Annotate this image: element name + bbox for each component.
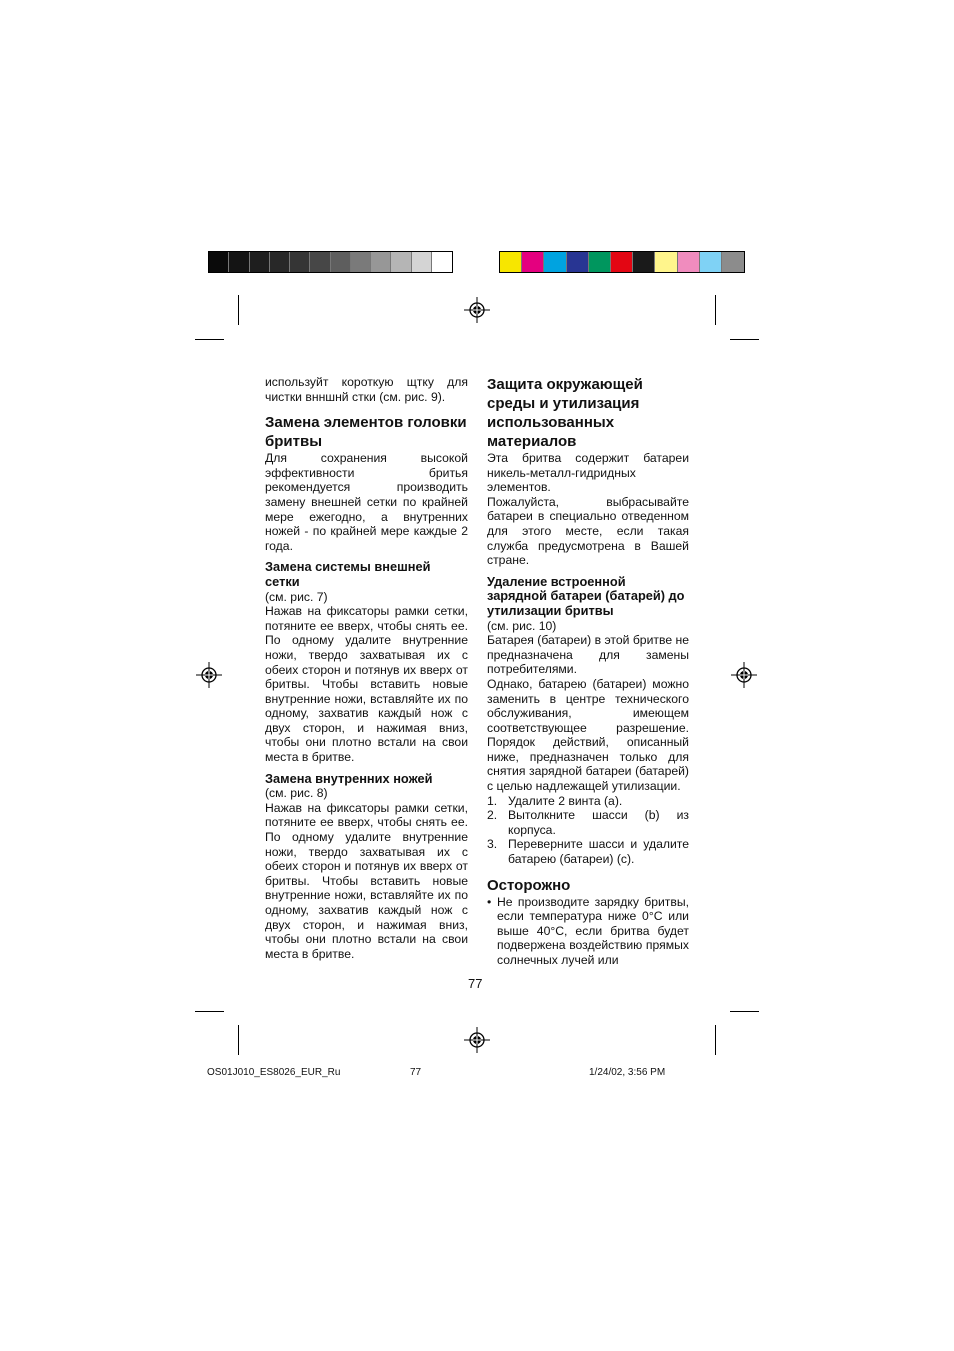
section-heading-environment: Защита окружающей среды и утилизация использованных материалов [487, 376, 643, 450]
list-item: 2. Вытолкните шасси (b) из корпуса. [487, 808, 689, 837]
registration-mark-icon [731, 662, 757, 688]
color-swatch [522, 252, 544, 272]
registration-mark-icon [464, 297, 490, 323]
color-swatch [544, 252, 566, 272]
gray-calibration-strip [208, 251, 453, 273]
color-swatch [209, 252, 229, 272]
removal-steps-list [487, 794, 689, 867]
subheading-inner-blades: Замена внутренних ножей [265, 770, 433, 786]
list-item: 3. Переверните шасси и удалите батарею (батареи) (c). [487, 837, 689, 867]
color-swatch [310, 252, 330, 272]
color-swatch [567, 252, 589, 272]
color-calibration-strip [499, 251, 745, 273]
caution-list [487, 895, 689, 968]
paragraph-disposal: Пожалуйста, выбрасывайте батареи в специально отведенном для этого месте, если такая служба предусмотрена в Вашей стране. [487, 494, 689, 568]
intro-paragraph: используйт короткую щтку для чистки внншнй стки (см. рис. 9). [265, 375, 468, 404]
section-heading-head-replacement: Замена элементов головки бритвы [265, 414, 467, 451]
color-swatch [371, 252, 391, 272]
color-swatch [678, 252, 700, 272]
paragraph-batteries: Эта бритва содержит батареи никель-металл-гидридных элементов. [487, 451, 689, 495]
crop-mark [730, 1011, 759, 1012]
color-swatch [589, 252, 611, 272]
color-swatch [229, 252, 249, 272]
list-item: • Не производите зарядку бритвы, если температура ниже 0°C или выше 40°C, если бритва будет подвержена воздействию прямых солнечных лучей или [487, 894, 689, 967]
color-swatch [700, 252, 722, 272]
crop-mark [730, 339, 759, 340]
color-swatch [633, 252, 655, 272]
right-column [487, 375, 689, 968]
footer-file-name: OS01J010_ES8026_EUR_Ru [207, 1067, 341, 1078]
page-number: 77 [468, 976, 483, 991]
crop-mark [195, 339, 224, 340]
footer-date: 1/24/02, 3:56 PM [589, 1067, 666, 1078]
registration-mark-icon [196, 662, 222, 688]
color-swatch [611, 252, 633, 272]
color-swatch [351, 252, 371, 272]
paragraph-service-center: Однако, батарею (батареи) можно заменить в центре технического обслуживания, имеющем соответствующее разрешение. Порядок действий, описанный ниже, предназначен только для снятия зарядной батареи (батарей) с целью надлежащей утилизации. [487, 676, 689, 794]
paragraph-outer-foil: Нажав на фиксаторы рамки сетки, потяните ее вверх, чтобы снять ее. По одному удалите внутренние ножи, твердо захватывая их с обеих сторон и потянув их вверх от бритвы. Чтобы вставить новые внутренние ножи, вставляйте их по одному, захватив каждый нож с двух сторон, и нажимая вниз, чтобы они плотно встали на свои места в бритве. [265, 604, 468, 765]
color-swatch [290, 252, 310, 272]
section-heading-caution: Осторожно [487, 876, 571, 894]
color-swatch [655, 252, 677, 272]
paragraph-not-replaceable: Батарея (батареи) в этой бритве не предназначена для замены потребителями. [487, 633, 689, 677]
color-swatch [412, 252, 432, 272]
list-item: 1. Удалите 2 винта (a). [487, 793, 623, 808]
color-swatch [432, 252, 452, 272]
crop-mark [715, 1025, 716, 1055]
figure-reference: (см. рис. 8) [265, 786, 328, 801]
subheading-battery-removal: Удаление встроенной зарядной батареи (батарей) до утилизации бритвы [487, 573, 685, 618]
footer-page: 77 [410, 1067, 422, 1078]
crop-mark [715, 295, 716, 325]
color-swatch [500, 252, 522, 272]
crop-mark [238, 295, 239, 325]
paragraph-inner-blades: Нажав на фиксаторы рамки сетки, потяните ее вверх, чтобы снять ее. По одному удалите внутренние ножи, твердо захватывая их с обеих сторон и потянув их вверх от бритвы. Чтобы вставить новые внутренние ножи, вставляйте их по одному, захватив каждый нож с двух сторон, и нажимая вниз, чтобы они плотно встали на свои места в бритве. [265, 800, 468, 961]
figure-reference: (см. рис. 7) [265, 589, 328, 604]
crop-mark [195, 1011, 224, 1012]
color-swatch [270, 252, 290, 272]
figure-reference: (см. рис. 10) [487, 618, 557, 633]
crop-mark [238, 1025, 239, 1055]
color-swatch [391, 252, 411, 272]
color-swatch [331, 252, 351, 272]
color-swatch [722, 252, 744, 272]
registration-mark-icon [464, 1027, 490, 1053]
left-column [265, 375, 468, 961]
color-swatch [250, 252, 270, 272]
paragraph-head-replacement: Для сохранения высокой эффективности бритья рекомендуется производить замену внешней сетки по крайней мере ежегодно, а внутренних ножей - по крайней мере каждые 2 года. [265, 451, 468, 553]
subheading-outer-foil: Замена системы внешней сетки [265, 559, 431, 589]
